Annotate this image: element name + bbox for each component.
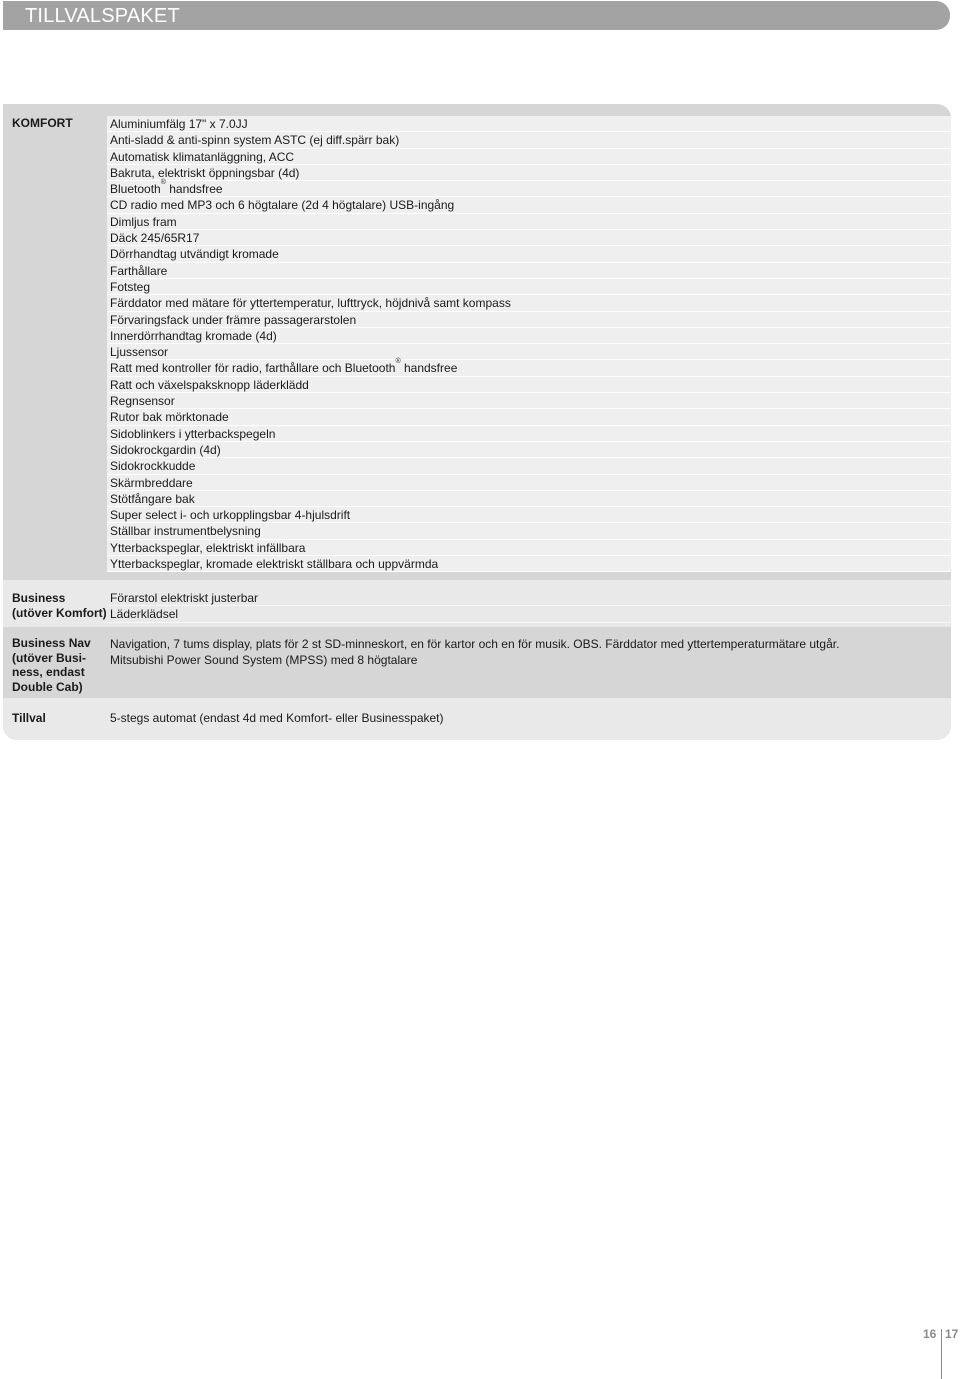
label-line: Business Nav: [12, 636, 91, 650]
list-item: Skärmbreddare: [107, 475, 951, 491]
list-item: Bakruta, elektriskt öppningsbar (4d): [107, 165, 951, 181]
section-business-nav: [3, 627, 951, 698]
list-item: Fotsteg: [107, 279, 951, 295]
section-label-business: [12, 591, 107, 620]
list-item: Innerdörrhandtag kromade (4d): [107, 328, 951, 344]
list-item: 5-stegs automat (endast 4d med Komfort- eller Businesspaket): [110, 711, 444, 725]
list-item: Ytterbackspeglar, elektriskt infällbara: [107, 540, 951, 556]
registered-mark: ®: [160, 179, 166, 187]
list-item: Sidokrockgardin (4d): [107, 442, 951, 458]
list-item: Anti-sladd & anti-spinn system ASTC (ej diff.spärr bak): [107, 132, 951, 148]
list-item: Ljussensor: [107, 344, 951, 360]
list-item-suffix: handsfree: [400, 361, 458, 376]
page-numbers: [920, 1325, 960, 1379]
list-item: Däck 245/65R17: [107, 230, 951, 246]
section-tillval: [3, 698, 951, 740]
list-item: Dimljus fram: [107, 214, 951, 230]
label-line: Double Cab): [12, 679, 83, 694]
label-line: (utöver Busi-: [12, 650, 87, 665]
tillval-list: [107, 710, 951, 726]
header-bar: [3, 1, 950, 30]
page-title: TILLVALSPAKET: [25, 5, 180, 27]
business-list: [107, 590, 951, 623]
section-label-business-nav: [12, 636, 91, 694]
section-komfort: [3, 116, 951, 580]
list-item-text: Ratt med kontroller för radio, farthållare och Bluetooth: [110, 361, 396, 376]
komfort-list: [107, 116, 951, 572]
list-item: Ställbar instrumentbelysning: [107, 523, 951, 539]
section-business: [3, 580, 951, 627]
label-line: Business: [12, 591, 66, 605]
page-number-right: 17: [945, 1327, 959, 1341]
list-item: Farthållare: [107, 263, 951, 279]
list-item: Ytterbackspeglar, kromade elektriskt ställbara och uppvärmda: [107, 556, 951, 572]
list-item: Läderklädsel: [107, 606, 951, 622]
list-item: Navigation, 7 tums display, plats för 2 st SD-minneskort, en för kartor och en för musik. OBS. Färddator med yttertemperaturmätare utgår.: [110, 637, 840, 651]
page-divider: [941, 1329, 942, 1379]
list-item: Stötfångare bak: [107, 491, 951, 507]
list-item: Regnsensor: [107, 393, 951, 409]
list-item-suffix: handsfree: [165, 182, 223, 197]
label-line: ness, endast: [12, 665, 85, 680]
list-item: Aluminiumfälg 17" x 7.0JJ: [107, 116, 951, 132]
list-item: Super select i- och urkopplingsbar 4-hjulsdrift: [107, 507, 951, 523]
label-line: (utöver Komfort): [12, 605, 107, 620]
list-item-text: Bluetooth: [110, 182, 161, 197]
options-table: [3, 104, 951, 740]
list-item: Rutor bak mörktonade: [107, 409, 951, 425]
list-item: [107, 360, 951, 376]
list-item: Sidoblinkers i ytterbackspegeln: [107, 426, 951, 442]
list-item: Förarstol elektriskt justerbar: [107, 590, 951, 606]
registered-mark: ®: [395, 358, 401, 366]
list-item: Färddator med mätare för yttertemperatur, lufttryck, höjdnivå samt kompass: [107, 295, 951, 311]
list-item: CD radio med MP3 och 6 högtalare (2d 4 högtalare) USB-ingång: [107, 197, 951, 213]
list-item: Ratt och växelspaksknopp läderklädd: [107, 377, 951, 393]
list-item: Förvaringsfack under främre passagerarstolen: [107, 312, 951, 328]
section-label-tillval: Tillval: [12, 711, 46, 725]
page-number-left: 16: [923, 1327, 937, 1341]
list-item: Automatisk klimatanläggning, ACC: [107, 149, 951, 165]
business-nav-list: [107, 636, 951, 669]
list-item: Dörrhandtag utvändigt kromade: [107, 246, 951, 262]
list-item: Sidokrockkudde: [107, 458, 951, 474]
section-label-komfort: KOMFORT: [12, 116, 73, 130]
list-item: [107, 181, 951, 197]
list-item: Mitsubishi Power Sound System (MPSS) med 8 högtalare: [110, 653, 418, 668]
